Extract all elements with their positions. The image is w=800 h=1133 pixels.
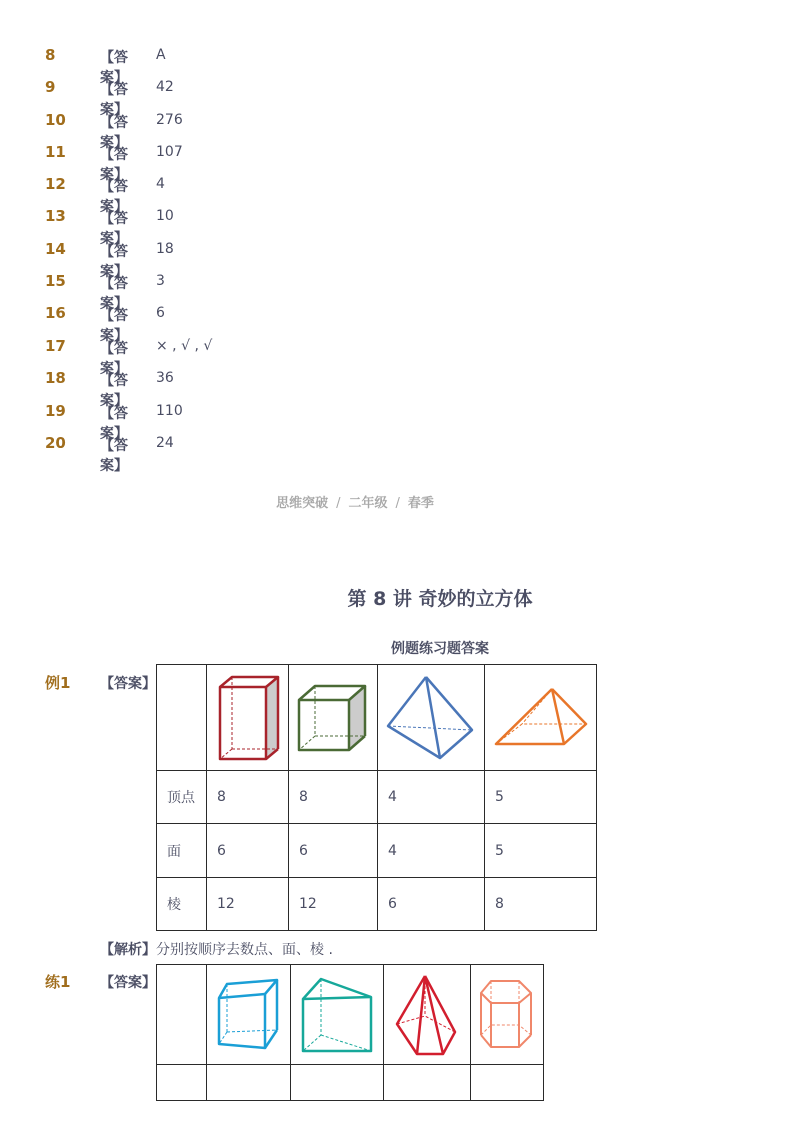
table-cell: 8	[289, 771, 378, 824]
table-corner-cell	[157, 965, 207, 1065]
shape-cell	[485, 665, 597, 771]
hexagonal-prism-icon	[479, 979, 535, 1051]
question-number: 16	[45, 304, 66, 322]
row-header: 面	[157, 824, 207, 878]
analysis-note	[100, 939, 333, 959]
example1-table	[156, 664, 597, 931]
practice-label: 练1	[45, 973, 71, 991]
shape-cell	[378, 665, 485, 771]
question-number: 14	[45, 240, 66, 258]
analysis-tag: 【解析】	[100, 942, 156, 958]
cuboid-icon	[216, 673, 280, 763]
answer-tag: 【答案】	[100, 211, 128, 247]
row-header: 棱	[157, 878, 207, 931]
answer-value: 4	[156, 176, 165, 192]
question-number: 11	[45, 143, 66, 161]
table-row	[157, 771, 597, 824]
table-cell	[157, 1065, 207, 1101]
triangular-prism-icon	[301, 977, 373, 1053]
tetrahedron-icon	[386, 674, 476, 762]
lecture-title: 第 8 讲 奇妙的立方体	[347, 588, 533, 610]
answer-value: 3	[156, 273, 165, 289]
answer-value: 6	[156, 305, 165, 321]
cuboid-side-face	[266, 677, 278, 759]
table-cell: 4	[378, 824, 485, 878]
answer-value: 276	[156, 112, 183, 128]
answer-tag: 【答案】	[100, 276, 128, 312]
answer-tag: 【答案】	[100, 244, 128, 280]
analysis-text: 分别按顺序去数点、面、棱 .	[156, 942, 333, 958]
answer-tag: 【答案】	[100, 975, 156, 991]
shape-cell	[384, 965, 471, 1065]
table-row	[157, 824, 597, 878]
table-row	[157, 878, 597, 931]
shape-cell	[471, 965, 544, 1065]
shape-row	[157, 665, 597, 771]
answer-tag: 【答案】	[100, 308, 128, 344]
answer-value: A	[156, 47, 166, 63]
answer-value: 24	[156, 435, 174, 451]
question-number: 13	[45, 207, 66, 225]
cube-side-face	[349, 686, 365, 750]
answer-value: × , √ , √	[156, 338, 213, 354]
answer-value: 42	[156, 79, 174, 95]
table-cell	[207, 1065, 291, 1101]
footer-series: 思维突破	[276, 496, 329, 511]
prism-icon	[217, 978, 281, 1052]
question-number: 15	[45, 272, 66, 290]
footer-season: 春季	[407, 496, 434, 511]
question-number: 17	[45, 337, 66, 355]
table-cell: 6	[207, 824, 289, 878]
table-cell	[384, 1065, 471, 1101]
answer-tag: 【答案】	[100, 179, 128, 215]
row-header: 顶点	[157, 771, 207, 824]
answer-tag: 【答案】	[100, 373, 128, 409]
answer-value: 110	[156, 403, 183, 419]
question-number: 19	[45, 402, 66, 420]
answer-tag: 【答案】	[100, 406, 128, 442]
question-number: 18	[45, 369, 66, 387]
table-cell: 12	[289, 878, 378, 931]
table-cell	[291, 1065, 384, 1101]
page-footer	[0, 492, 710, 511]
answer-tag: 【答案】	[100, 82, 128, 118]
shape-cell	[289, 665, 378, 771]
shape-cell	[207, 665, 289, 771]
table-row	[157, 1065, 544, 1101]
question-number: 20	[45, 434, 66, 452]
footer-grade: 二年级	[348, 496, 388, 511]
table-cell: 8	[207, 771, 289, 824]
shape-cell	[207, 965, 291, 1065]
answer-tag: 【答案】	[100, 438, 128, 474]
question-number: 9	[45, 78, 56, 96]
pentagonal-pyramid-icon	[395, 974, 459, 1056]
table-cell: 6	[289, 824, 378, 878]
answer-tag: 【答案】	[100, 147, 128, 183]
example-label: 例1	[45, 674, 71, 692]
shape-cell	[291, 965, 384, 1065]
answer-tag: 【答案】	[100, 341, 128, 377]
table-cell	[471, 1065, 544, 1101]
cube-icon	[297, 682, 369, 754]
answer-tag: 【答案】	[100, 115, 128, 151]
footer-separator: /	[395, 496, 400, 511]
question-number: 8	[45, 46, 56, 64]
question-number: 12	[45, 175, 66, 193]
table-cell: 5	[485, 824, 597, 878]
answer-value: 107	[156, 144, 183, 160]
section-subtitle: 例题练习题答案	[391, 641, 489, 657]
answer-value: 10	[156, 208, 174, 224]
table-corner-cell	[157, 665, 207, 771]
table-cell: 8	[485, 878, 597, 931]
table-cell: 4	[378, 771, 485, 824]
answer-value: 36	[156, 370, 174, 386]
footer-separator: /	[336, 496, 341, 511]
answer-tag: 【答案】	[100, 50, 128, 86]
practice1-table	[156, 964, 544, 1101]
table-cell: 6	[378, 878, 485, 931]
answer-value: 18	[156, 241, 174, 257]
table-cell: 5	[485, 771, 597, 824]
shape-row	[157, 965, 544, 1065]
question-number: 10	[45, 111, 66, 129]
table-cell: 12	[207, 878, 289, 931]
answer-tag: 【答案】	[100, 676, 156, 692]
pyramid-icon	[494, 686, 588, 750]
